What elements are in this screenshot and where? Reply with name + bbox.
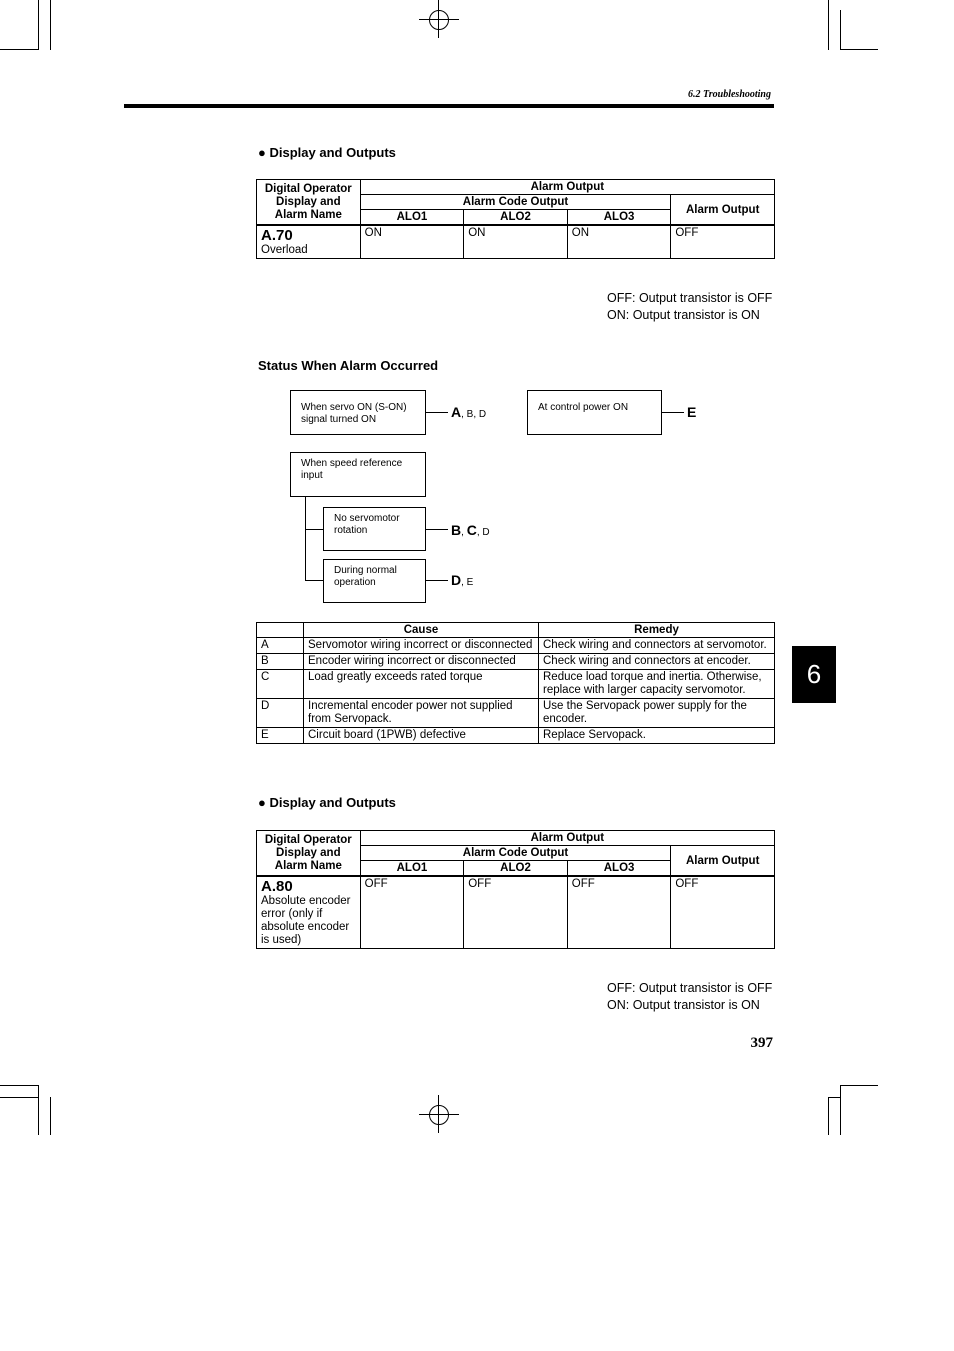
output-note <box>607 980 772 1014</box>
col-header-alo2: ALO2 <box>464 861 568 877</box>
col-header-alo1: ALO1 <box>360 210 464 226</box>
page-number: 397 <box>750 1035 773 1051</box>
tree-line <box>305 497 306 580</box>
chapter-tab: 6 <box>792 646 836 703</box>
col-header-alo3: ALO3 <box>567 861 671 877</box>
col-header-alo3: ALO3 <box>567 210 671 226</box>
alo2-value: OFF <box>464 876 568 949</box>
col-header-id <box>257 623 304 638</box>
connector-line <box>426 580 448 581</box>
alarm-table-a80 <box>256 830 775 949</box>
col-header-alo1: ALO1 <box>360 861 464 877</box>
output-note <box>607 290 772 324</box>
alo1-value: OFF <box>360 876 464 949</box>
note-off: OFF: Output transistor is OFF <box>607 981 773 995</box>
note-on: ON: Output transistor is ON <box>607 998 760 1012</box>
alarm-name-cell <box>257 876 361 949</box>
table-row: B Encoder wiring incorrect or disconnected Check wiring and connectors at encoder. <box>257 654 775 670</box>
note-off: OFF: Output transistor is OFF <box>607 291 773 305</box>
note-on: ON: Output transistor is ON <box>607 308 760 322</box>
alo2-value: ON <box>464 225 568 259</box>
letters-power-on: E <box>687 404 697 420</box>
box-speed-reference: When speed reference input <box>290 452 426 497</box>
alo3-value: ON <box>567 225 671 259</box>
connector-line <box>426 412 448 413</box>
status-heading: Status When Alarm Occurred <box>258 358 439 373</box>
col-header-alarm-code-output: Alarm Code Output <box>360 195 671 210</box>
header-rule <box>124 104 774 108</box>
section2-heading: ● Display and Outputs <box>258 795 396 810</box>
alarm-code: A.70 <box>261 227 293 244</box>
running-header: 6.2 Troubleshooting <box>688 89 771 100</box>
alarm-output-value: OFF <box>671 876 775 949</box>
box-control-power-on: At control power ON <box>527 390 662 435</box>
bullet-icon: ● <box>258 795 266 810</box>
alo3-value: OFF <box>567 876 671 949</box>
col-header-alarm-output-sub: Alarm Output <box>671 846 775 877</box>
connector-line <box>426 529 448 530</box>
col-header-alo2: ALO2 <box>464 210 568 226</box>
box-servo-on: When servo ON (S-ON) signal turned ON <box>290 390 426 435</box>
box-normal-operation: During normal operation <box>323 559 426 603</box>
col-header-alarm-output: Alarm Output <box>360 831 774 846</box>
alarm-table-a70 <box>256 179 775 259</box>
alarm-name: Absolute encoder error (only if absolute encoder is used) <box>261 895 351 946</box>
box-no-rotation: No servomotor rotation <box>323 507 426 551</box>
bullet-icon: ● <box>258 145 266 160</box>
col-header-alarm-code-output: Alarm Code Output <box>360 846 671 861</box>
col-header-name: Digital Operator Display and Alarm Name <box>257 180 361 226</box>
col-header-remedy: Remedy <box>539 623 775 638</box>
table-row: E Circuit board (1PWB) defective Replace Servopack. <box>257 728 775 744</box>
alo1-value: ON <box>360 225 464 259</box>
section1-heading: ● Display and Outputs <box>258 145 396 160</box>
table-row: D Incremental encoder power not supplied from Servopack. Use the Servopack power supply for the encoder. <box>257 699 775 728</box>
col-header-cause: Cause <box>304 623 539 638</box>
col-header-name: Digital Operator Display and Alarm Name <box>257 831 361 877</box>
alarm-name-cell <box>257 225 361 259</box>
alarm-output-value: OFF <box>671 225 775 259</box>
col-header-alarm-output-sub: Alarm Output <box>671 195 775 226</box>
alarm-name: Overload <box>261 244 308 256</box>
table-row: C Load greatly exceeds rated torque Reduce load torque and inertia. Otherwise, replace with larger capacity servomotor. <box>257 670 775 699</box>
connector-line <box>662 412 684 413</box>
letters-normal-operation: D, E <box>451 572 474 588</box>
table-row: A Servomotor wiring incorrect or disconnected Check wiring and connectors at servomotor. <box>257 638 775 654</box>
tree-branch <box>305 529 323 530</box>
cause-remedy-table <box>256 622 775 744</box>
tree-branch <box>305 580 323 581</box>
letters-no-rotation: B, C, D <box>451 522 490 538</box>
col-header-alarm-output: Alarm Output <box>360 180 774 195</box>
letters-servo-on: A, B, D <box>451 404 487 420</box>
alarm-code: A.80 <box>261 878 293 895</box>
